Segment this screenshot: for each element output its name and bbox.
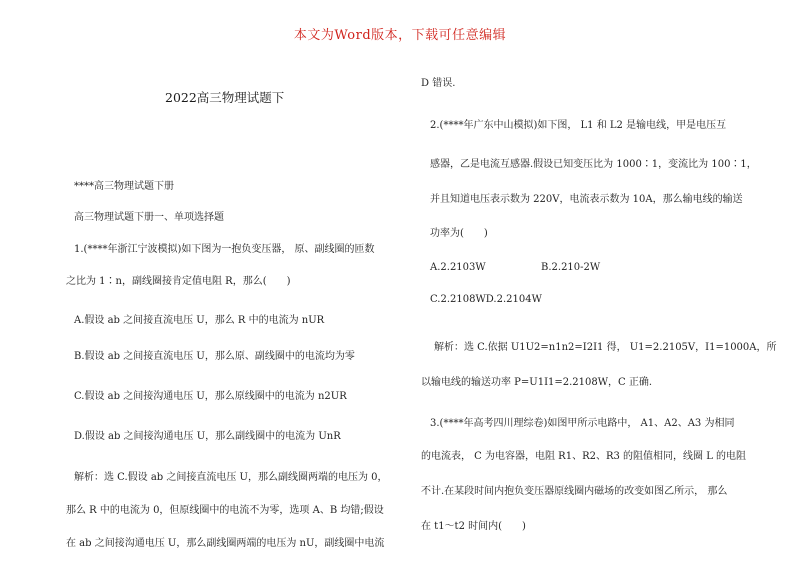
question-3-line-2: 的电流表， C 为电容器，电阻 R1、R2、R3 的阻值相同，线圈 L 的电阻 bbox=[421, 451, 747, 462]
document-title: 2022高三物理试题下 bbox=[165, 90, 285, 105]
section-heading: ****高三物理试题下册 bbox=[74, 181, 174, 192]
option-d: D.假设 ab 之间接沟通电压 U，那么副线圈中的电流为 UnR bbox=[74, 431, 341, 442]
question-3-line-3: 不计.在某段时间内抱负变压器原线圈内磁场的改变如图乙所示， 那么 bbox=[421, 486, 728, 497]
download-banner: 本文为Word版本，下载可任意编辑 bbox=[293, 28, 507, 43]
analysis-line-2: 以输电线的输送功率 P=U1I1=2.2108W，C 正确. bbox=[421, 377, 653, 388]
option-a: A.假设 ab 之间接直流电压 U，那么 R 中的电流为 nUR bbox=[74, 315, 325, 326]
question-1-line-1: 1.(****年浙江宁波模拟)如下图为一抱负变压器， 原、副线圈的匝数 bbox=[74, 244, 375, 255]
option-c-d: C.2.2108WD.2.2104W bbox=[430, 294, 542, 305]
question-3-line-4: 在 t1～t2 时间内( ) bbox=[421, 521, 526, 532]
question-1-line-2: 之比为 1∶n，副线圈接肯定值电阻 R，那么( ) bbox=[66, 276, 291, 287]
analysis-line-3: 在 ab 之间接沟通电压 U，那么副线圈两端的电压为 nU，副线圈中电流 bbox=[66, 538, 385, 549]
continued-text: D 错误. bbox=[421, 78, 456, 89]
question-2-line-1: 2.(****年广东中山模拟)如下图， L1 和 L2 是输电线，甲是电压互 bbox=[430, 120, 727, 131]
option-a: A.2.2103W bbox=[430, 262, 486, 273]
analysis-line-1: 解析：选 C.依据 U1U2=n1n2=I2I1 得， U1=2.2105V，I1=1000A，所 bbox=[434, 342, 777, 353]
analysis-line-1: 解析：选 C.假设 ab 之间接直流电压 U，那么副线圈两端的电压为 0， bbox=[74, 472, 388, 483]
question-2-line-4: 功率为( ) bbox=[430, 228, 488, 239]
option-b: B.2.210-2W bbox=[541, 262, 601, 273]
section-subheading: 高三物理试题下册一、单项选择题 bbox=[74, 212, 224, 223]
question-3-line-1: 3.(****年高考四川理综卷)如图甲所示电路中， A1、A2、A3 为相同 bbox=[430, 418, 735, 429]
analysis-line-2: 那么 R 中的电流为 0，但原线圈中的电流不为零，选项 A、B 均错;假设 bbox=[66, 505, 384, 516]
option-c: C.假设 ab 之间接沟通电压 U，那么原线圈中的电流为 n2UR bbox=[74, 391, 347, 402]
option-b: B.假设 ab 之间接直流电压 U，那么原、副线圈中的电流均为零 bbox=[74, 351, 355, 362]
question-2-line-2: 感器，乙是电流互感器.假设已知变压比为 1000∶1，变流比为 100∶1， bbox=[430, 159, 757, 170]
question-2-line-3: 并且知道电压表示数为 220V，电流表示数为 10A，那么输电线的输送 bbox=[430, 194, 743, 205]
